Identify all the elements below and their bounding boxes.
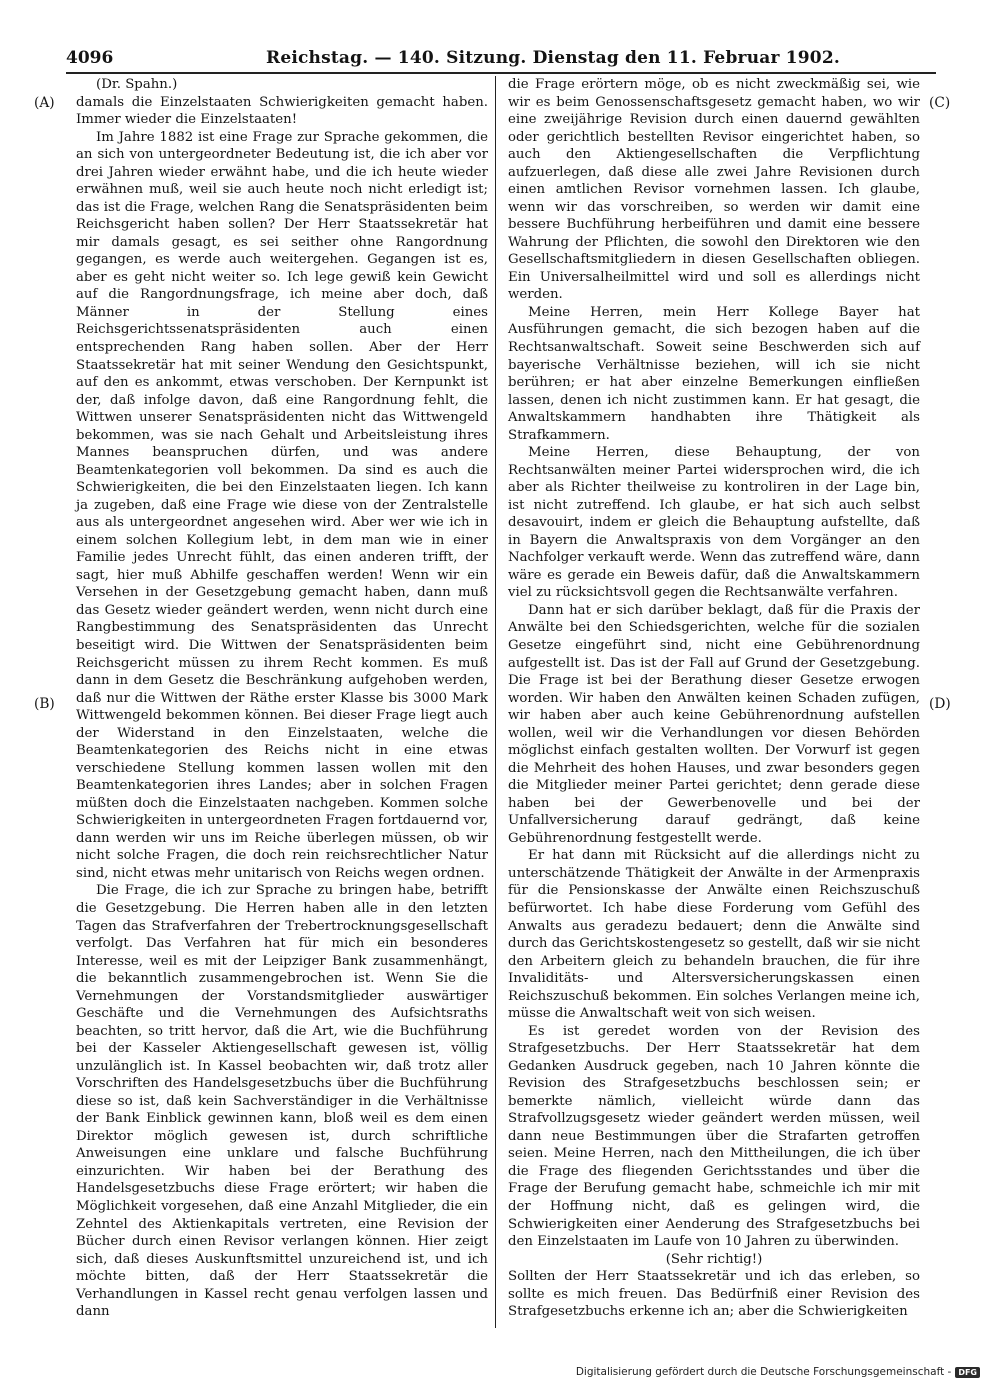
paragraph: Meine Herren, diese Behauptung, der von Rechtsanwälten meiner Partei widersprochen wird, die ich aber als Richter theilweise zu kontroliren in der Lage bin, ist nicht zutreffend. Ich glaube, er hat sich auch selbst desavouirt, indem er gleich die Behauptung aufstellte, daß in Bayern die Anwaltspraxis von dem Vorgänger an den Nachfolger verkauft werde. Wenn das zutreffend wäre, dann wäre es gerade ein Beweis dafür, daß die Anwaltskammern viel zu rücksichtsvoll gegen die Rechtsanwälte verfahren.: [508, 445, 920, 601]
page-header: [66, 44, 936, 72]
header-rule: [66, 72, 936, 74]
footer-text: Digitalisierung gefördert durch die Deutsche Forschungsgemeinschaft -: [575, 1366, 952, 1378]
paragraph: die Frage erörtern möge, ob es nicht zweckmäßig sei, wie wir es beim Genossenschaftsgesetz gemacht haben, wo wir eine zweijährige Revision durch einen dauernd gewählten oder gerichtlich bestellten Revisor eingerichtet haben, so auch den Aktiengesellschaften die Verpflichtung aufzuerlegen, daß diese alle zwei Jahre Revisionen durch einen amtlichen Revisor vornehmen lassen. Ich glaube, wenn wir das vorschreiben, so werden wir damit eine bessere Buchführung herbeiführen und damit eine bessere Wahrung der Pflichten, die sowohl den Direktoren wie den Gesellschaftsmitgliedern in diesen Gesellschaften obliegen. Ein Universalheilmittel wird und soll es allerdings nicht werden.: [508, 77, 920, 303]
speaker-label: (Dr. Spahn.): [96, 77, 178, 92]
interjection: (Sehr richtig!): [665, 1251, 763, 1267]
paragraph: Im Jahre 1882 ist eine Frage zur Sprache gekommen, die an sich von untergeordneter Bedeutung ist, die ich aber vor drei Jahren wieder erwähnt habe, und die ich heute wieder erwähnen muß, weil sie auch heute noch nicht erledigt ist; das ist die Frage, welchen Rang die Senatspräsidenten beim Reichsgericht haben sollen? Der Herr Staatssekretär hat mir damals gesagt, es sei seither ohne Rangordnung gegangen, es werde auch weitergehen. Gegangen ist es, aber es geht nicht weiter so. Ich lege gewiß kein Gewicht auf die Rangordnungsfrage, ich meine aber doch, daß Männer in der Stellung eines Reichsgerichtssenatspräsidenten auch einen entsprechenden Rang haben sollen. Aber der Herr Staatssekretär hat mit seiner Wendung den Gesichtspunkt, auf den es ankommt, etwas verschoben. Der Kernpunkt ist der, daß infolge davon, daß eine Rangordnung fehlt, die Wittwen unserer Senatspräsidenten nicht das Wittwengeld bekommen, was sie nach Gehalt und Arbeitsleistung ihres Mannes beanspruchen dürfen, und was andere Beamtenkategorien voll bekommen. Da sind es auch die Schwierigkeiten, die bei den Einzelstaaten liegen. Ich kann ja zugeben, daß eine Frage wie diese von der Zentralstelle aus als untergeordnet angesehen wird. Aber wer wie ich in einem solchen Kollegium lebt, in dem man wie in einer Familie jedes Unrecht fühlt, das einen anderen trifft, der sagt, hier muß Abhilfe geschaffen werden! Wenn wir ein Versehen in der Gesetzgebung gemacht haben, dann muß das Gesetz wieder geändert werden, wenn nicht durch eine Rangbestimmung des Senatspräsidenten das Unrecht beseitigt wird. Die Wittwen der Senatspräsidenten beim Reichsgericht müssen zu ihrem Recht kommen. Es muß dann in dem Gesetz die Beschränkung aufgehoben werden, daß nur die Wittwen der Räthe erster Klasse bis 3000 Mark Wittwengeld bekommen können. Bei dieser Frage liegt auch der Widerstand in den Einzelstaaten, welche die Beamtenkategorien des Reichs nicht in eine etwas verschiedene Stellung kommen lassen wollen mit den Beamtenkategorien ihres Landes; aber in solchen Fragen müßten doch die Einzelstaaten nachgeben. Kommen solche Schwierigkeiten in untergeordneten Fragen fortdauernd vor, dann werden wir uns im Reiche überlegen müssen, ob wir nicht solche Fragen, die doch rein reichsrechtlicher Natur sind, nicht etwas mehr unitarisch von Reichs wegen ordnen.: [76, 129, 488, 881]
page-number: 4096: [66, 48, 114, 68]
paragraph: Meine Herren, mein Herr Kollege Bayer hat Ausführungen gemacht, die sich bezogen haben auf die Rechtsanwaltschaft. Soweit seine Beschwerden sich auf bayerische Verhältnisse beziehen, will ich sie nicht berühren; er hat aber einzelne Bemerkungen einfließen lassen, denen ich nicht zustimmen kann. Er hat gesagt, die Anwaltskammern handhabten ihre Thätigkeit als Strafkammern.: [508, 304, 920, 443]
paragraph: Die Frage, die ich zur Sprache zu bringen habe, betrifft die Gesetzgebung. Die Herren haben alle in den letzten Tagen das Strafverfahren der Trebertrocknungsgesellschaft verfolgt. Das Verfahren hat für mich ein besonderes Interesse, weil es mit der Leipziger Bank zusammenhängt, die bekanntlich zusammengebrochen ist. Wenn Sie die Vernehmungen der Vorstandsmitglieder auswärtiger Geschäfte und die Vernehmungen des Aufsichtsraths beachten, so tritt hervor, daß die Art, wie die Buchführung bei der Kasseler Aktiengesellschaft gewesen ist, völlig unzulänglich ist. In Kassel beobachten wir, daß trotz aller Vorschriften des Handelsgesetzbuchs über die Buchführung diese so ist, daß kein Sachverständiger in die Verhältnisse der Bank Einblick gewinnen kann, bloß weil es dem einen Direktor möglich gewesen ist, durch schriftliche Anweisungen eine unklare und falsche Buchführung einzurichten. Wir haben bei der Berathung des Handelsgesetzbuchs diese Frage erörtert; wir haben die Möglichkeit vorgesehen, daß eine Anzahl Mitglieder, die ein Zehntel des Aktienkapitals vertreten, eine Revision der Bücher durch einen Revisor verlangen können. Hier zeigt sich, daß dieses Auskunftsmittel unzureichend ist, und ich möchte bitten, daß der Herr Staatssekretär die Verhandlungen in Kassel recht genau verfolgen lassen und dann: [76, 883, 488, 1320]
margin-marker-a: (A): [34, 95, 55, 111]
column-divider: [495, 76, 496, 1328]
running-title: Reichstag. — 140. Sitzung. Dienstag den 11. Februar 1902.: [266, 48, 840, 68]
paragraph: Dann hat er sich darüber beklagt, daß für die Praxis der Anwälte bei den Schiedsgerichten, welche für die sozialen Gesetze eingeführt sind, nicht eine Gebührenordnung aufgestellt ist. Das ist der Fall auf Grund der Gesetzgebung. Die Frage ist bei der Berathung dieser Gesetze erwogen worden. Wir haben den Anwälten keinen Schaden zufügen, wir haben aber auch keine Gebührenordnung aufstellen wollen, weil wir die Verhandlungen vor diesen Behörden möglichst einfach gestalten wollten. Der Vorwurf ist gegen die Mehrheit des hohen Hauses, und zwar besonders gegen die Mitglieder meiner Partei gerichtet; denn gerade diese haben bei der Gewerbenovelle und bei der Unfallversicherung darauf gedrängt, daß keine Gebührenordnung festgestellt werde.: [508, 602, 920, 846]
paragraph: Sollten der Herr Staatssekretär und ich das erleben, so sollte es mich freuen. Das Bedürfniß einer Revision des Strafgesetzbuchs erkenne ich an; aber die Schwierigkeiten: [508, 1269, 920, 1320]
margin-marker-d: (D): [929, 696, 951, 712]
margin-marker-b: (B): [34, 696, 55, 712]
paragraph: Er hat dann mit Rücksicht auf die allerdings nicht zu unterschätzende Thätigkeit der Anwälte in der Armenpraxis für die Pensionskasse der Anwälte einen Reichszuschuß befürwortet. Ich habe diese Forderung vom Gefühl des Anwalts aus geradezu bedauert; denn die Anwälte sind durch das Gerichtskostengesetz so gestellt, daß wir sie nicht den Arbeitern gleich zu behandeln brauchen, die für ihre Invaliditäts- und Altersversicherungskassen einen Reichszuschuß bekommen. Ein solches Verlangen meine ich, müsse die Anwaltschaft weit von sich weisen.: [508, 848, 920, 1022]
footer-credit: [576, 1366, 980, 1378]
margin-marker-c: (C): [929, 95, 951, 111]
right-column: [508, 76, 920, 1321]
left-column: [76, 76, 488, 1321]
paragraph: damals die Einzelstaaten Schwierigkeiten gemacht haben. Immer wieder die Einzelstaaten!: [76, 94, 488, 128]
paragraph: Es ist geredet worden von der Revision des Strafgesetzbuchs. Der Herr Staatssekretär hat dem Gedanken Ausdruck gegeben, nach 10 Jahren könnte die Revision des Strafgesetzbuchs beschlossen sein; er bemerkte nämlich, vielleicht würde dann das Strafvollzugsgesetz wieder geändert werden müssen, weil dann neue Bestimmungen über die Strafarten getroffen seien. Meine Herren, nach den Mittheilungen, die ich über die Frage des fliegenden Gerichtsstandes und über die Frage der Berufung gemacht habe, schmeichle ich mir mit der Hoffnung nicht, daß es gelingen wird, die Schwierigkeiten einer Aenderung des Strafgesetzbuchs bei den Einzelstaaten im Laufe von 10 Jahren zu überwinden.: [508, 1023, 920, 1250]
dfg-logo: DFG: [955, 1367, 980, 1378]
